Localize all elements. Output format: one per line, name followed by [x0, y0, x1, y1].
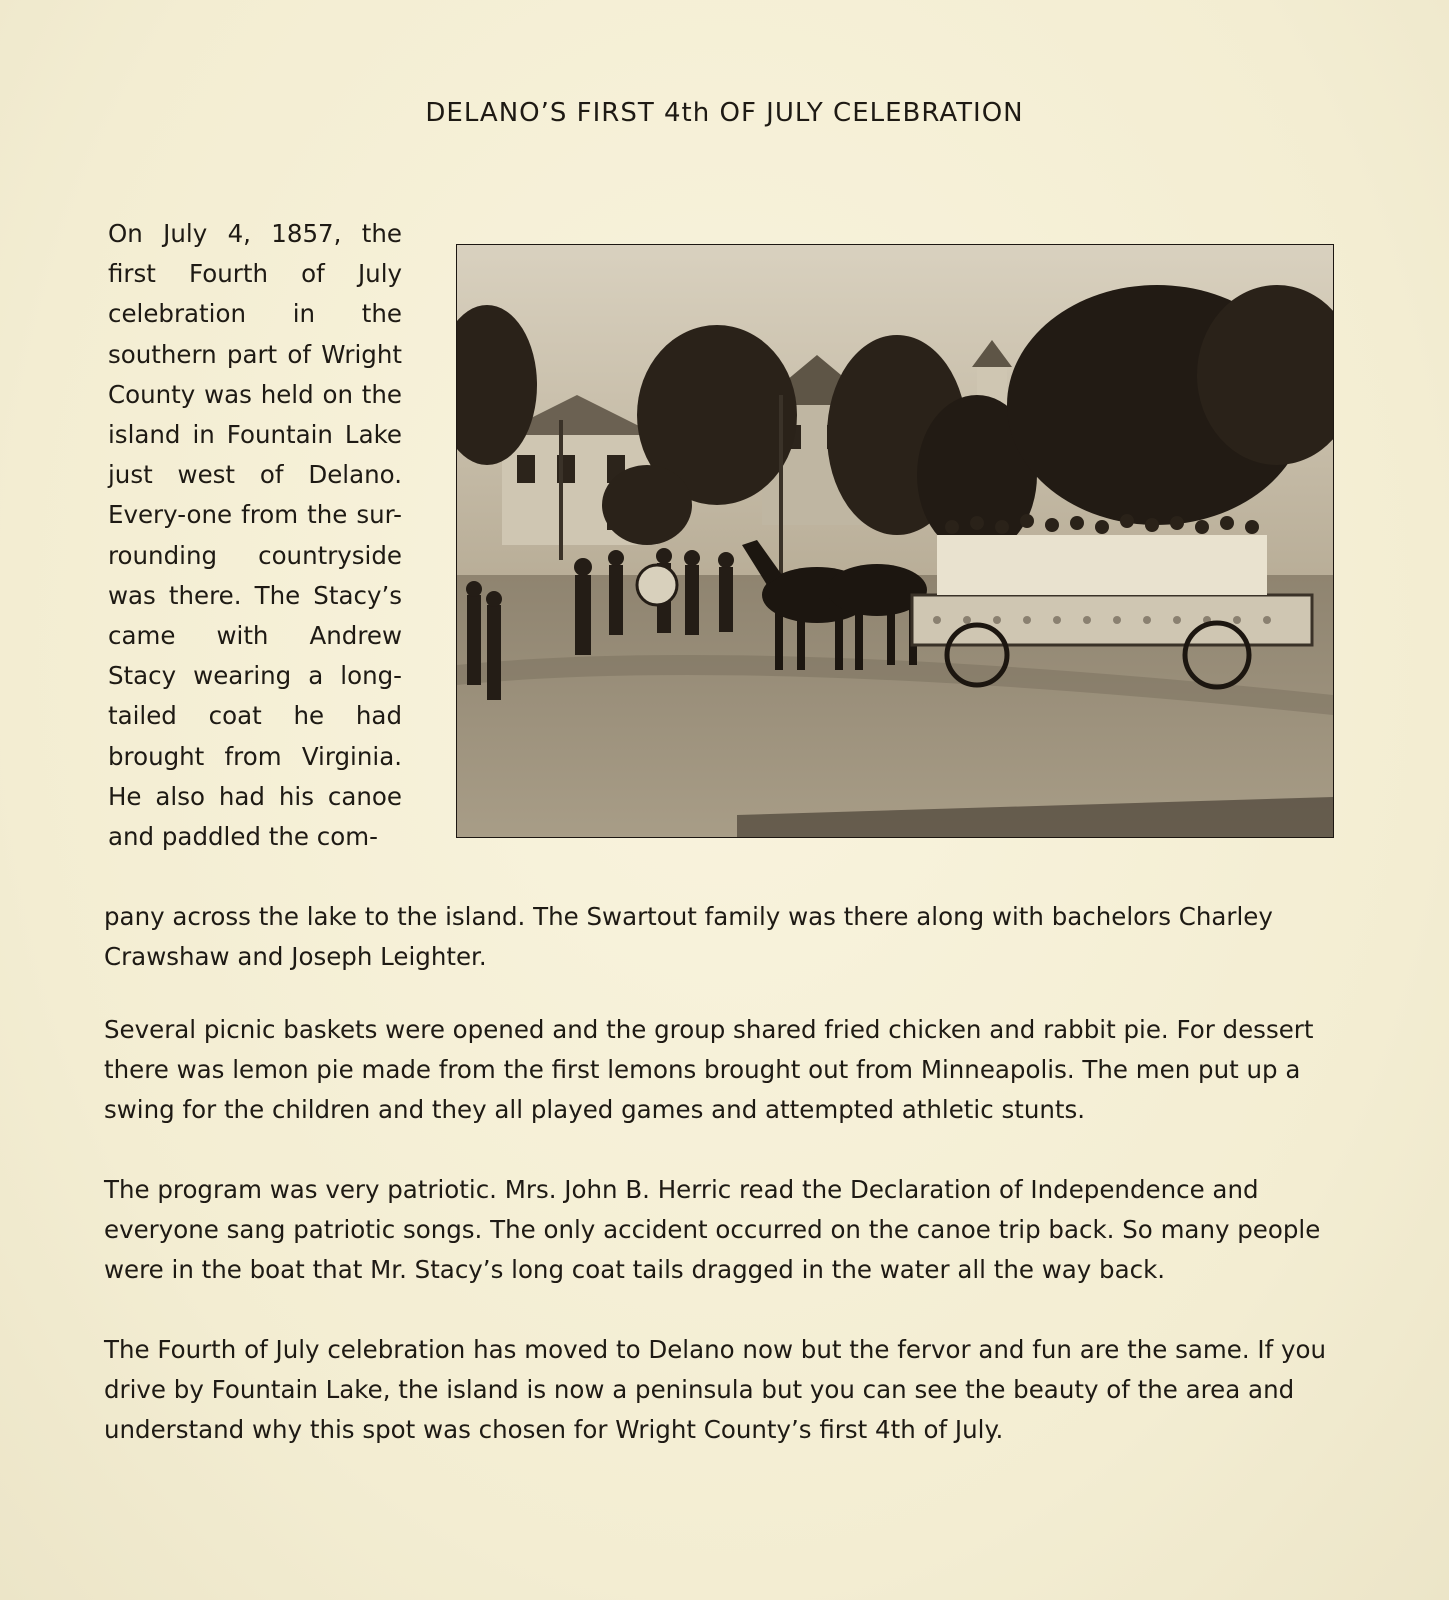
article-paragraph-2: Several picnic baskets were opened and the group shared fried chicken and rabbit pie. For dessert there was lemon pie made from the first lemons brought out from Minneapolis. The men put up a swing for the children and they all played games and attempted athletic stunts. — [104, 1015, 1314, 1125]
page-title: DELANO’S FIRST 4th OF JULY CELEBRATION — [425, 98, 1024, 128]
historic-photo — [456, 244, 1334, 838]
article-paragraph-1-column: On July 4, 1857, the first Fourth of July celebration in the southern part of Wright County was held on the island in Fountain Lake just west of Delano. Every-one from the sur-rounding countryside was there. The Stacy’s came with Andrew Stacy wearing a long-tailed coat he had brought from Virginia. He also had his canoe and paddled the com- — [108, 219, 402, 852]
article-paragraph-3: The program was very patriotic. Mrs. John B. Herric read the Declaration of Independence and everyone sang patriotic songs. The only accident occurred on the canoe trip back. So many people were in the boat that Mr. Stacy’s long coat tails dragged in the water all the way back. — [104, 1175, 1321, 1285]
parade-photo-icon — [457, 245, 1333, 837]
article-paragraph-4: The Fourth of July celebration has moved to Delano now but the fervor and fun are the same. If you drive by Fountain Lake, the island is now a peninsula but you can see the beauty of the area and understand why this spot was chosen for Wright County’s first 4th of July. — [104, 1335, 1327, 1445]
article-paragraph-1-continued: pany across the lake to the island. The Swartout family was there along with bachelors Charley Crawshaw and Joseph Leighter. — [104, 902, 1273, 972]
